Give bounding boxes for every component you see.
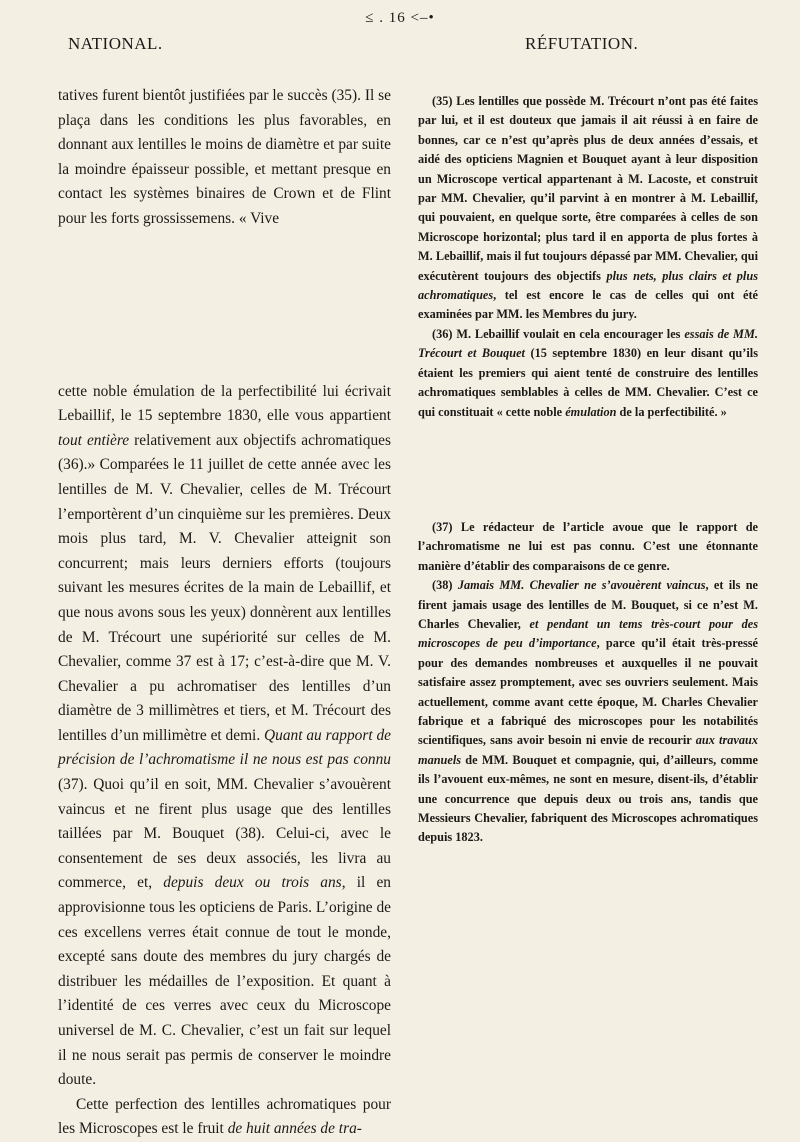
text-run: cette noble émulation de la perfectibilité lui écrivait Lebaillif, le 15 septembre 1830, elle vous appartient [58,382,391,425]
note-37: (37) Le rédacteur de l’article avoue que le rapport de l’achromatisme ne lui est pas connu. C’est une étonnante manière d’établir des comparaisons de ce genre. [418,519,758,573]
note-36 [418,325,758,422]
text-run: (37). Quoi qu’il en soit, MM. Chevalier s’avouèrent vaincus et ne firent plus usage que des lentilles taillées par M. Bouquet (38). Celui-ci, avec le consentement de ses deux associés, les livra au commerce, et, [58,776,391,892]
text-run: (38) [432,578,458,593]
text-run: (36) M. Lebaillif voulait en cela encourager les [432,326,685,341]
blank-gap [418,422,758,518]
text-run: , parce qu’il était très-pressé pour des demandes nombreuses et auxquelles il ne pouvait satisfaire assez promptement, avec ses ouvriers seulement. Mais actuellement, comme avant cette époque, M. Charles Chevalier fabrique et a fabriqué des microscopes pour les notabilités scientifiques, sans avoir besoin ni envie de recourir [418,636,758,748]
italic-run: essais de MM. Trécourt et Bouquet [418,326,759,361]
text-run: de MM. Bouquet et compagnie, qui, d’ailleurs, comme ils l’avouent eux-mêmes, ne sont en mesure, disent-ils, d’établir une concurrence que depuis deux ou trois ans, tandis que Messieurs Chevalier, fabriquent des Microscopes achromatiques depuis 1823. [418,752,758,845]
text-run: (35) Les lentilles que possède M. Trécourt n’ont pas été faites par lui, et il est douteux que jamais il ait réussi à en faire de bonnes, car ce n’est qu’après plus de deux années d’essais, et aidé des opticiens Magnien et Bouquet ayant à leur disposition un Microscope vertical appartenant à M. Lacoste, et construit par MM. Chevalier, qu’il parvint à en montrer à M. Lebaillif, qui pouvaient, en quelque sorte, être comparées à celles de son Microscope horizontal; plus tard il en apporta de plus fortes à M. Lebaillif, mais il fut toujours dépassé par MM. Chevalier, qui exécutèrent toujours des objectifs [418,94,758,283]
main-paragraph-2 [58,380,391,1093]
text-run: Cette perfection des lentilles achromatiques pour les Microscopes est le fruit [58,1095,391,1138]
text-run: , et ils ne firent jamais usage des lentilles de M. Bouquet, si ce n’est M. Charles Chevalier, [418,578,759,631]
italic-run: Quant au rapport de précision de l’achromatisme il ne nous est pas connu [58,726,391,769]
main-paragraph-3 [58,1093,391,1142]
text-run: , il en approvisionne tous les opticiens de Paris. L’origine de ces excellens verres était connue de tout le monde, excepté sans doute des membres du jury chargés de distribuer les médailles de l’exposition. Et quant à l’identité de ces verres avec ceux du Microscope universel de M. C. Chevalier, c’est un fait sur lequel il ne nous serait pas permis de conserver le moindre doute. [58,874,391,1089]
italic-run: et pendant un tems très-court pour des microscopes de peu d’importance [418,616,758,651]
text-run: (15 septembre 1830) en leur disant qu’ils étaient les premiers qui aient tenté de construire des lentilles achromatiques semblables à celles de MM. Chevalier. C’est ce qui constituait « cette noble [418,346,758,419]
italic-run: depuis deux ou trois ans [163,874,342,892]
italic-run: tout entière [58,431,130,449]
note-38 [418,576,758,848]
italic-run: de huit années de tra- [227,1120,362,1138]
text-run: relativement aux objectifs achromatiques (36).» Comparées le 11 juillet de cette année avec les lentilles de M. V. Chevalier, celles de M. Trécourt l’emportèrent d’un cinquième sur les premières. Deux mois plus tard, M. V. Chevalier atteignit son concurrent; mais leurs derniers efforts (toujours suivant les mesures écrites de la main de Lebaillif, et que nous avons sous les yeux) donnèrent aux lentilles de M. Trécourt une supériorité sur celles de M. Chevalier, comme 37 est à 17; c’est-à-dire que M. V. Chevalier a pu achromatiser des lentilles d’un diamètre de 3 millimètres et tiers, et M. Trécourt des lentilles d’un millimètre et demi. [58,431,391,744]
running-head-left: NATIONAL. [68,34,163,53]
note-35 [418,92,758,325]
text-run: de la perfectibilité. » [616,404,727,419]
page-number: ≤ . 16 <–• [365,10,435,26]
text-run: , tel est encore le cas de celles qui ont été examinées par MM. les Membres du jury. [418,288,758,322]
main-paragraph-1: tatives furent bientôt justifiées par le succès (35). Il se plaça dans les conditions les plus favorables, en donnant aux lentilles le moins de diamètre et par suite la moindre épaisseur possible, et mettant presque en contact les systèmes binaires de Crown et de Flint pour les forts grossissemens. « Vive [58,87,391,227]
running-head-right: RÉFUTATION. [525,34,639,53]
italic-run: aux travaux manuels [418,733,758,767]
notes-column [418,92,758,848]
italic-run: émulation [565,404,617,419]
main-text-column [58,84,391,1142]
italic-run: Jamais MM. Chevalier ne s’avouèrent vaincus [457,578,706,593]
blank-gap [58,232,391,380]
italic-run: plus nets, plus clairs et plus achromatiques [418,268,758,303]
